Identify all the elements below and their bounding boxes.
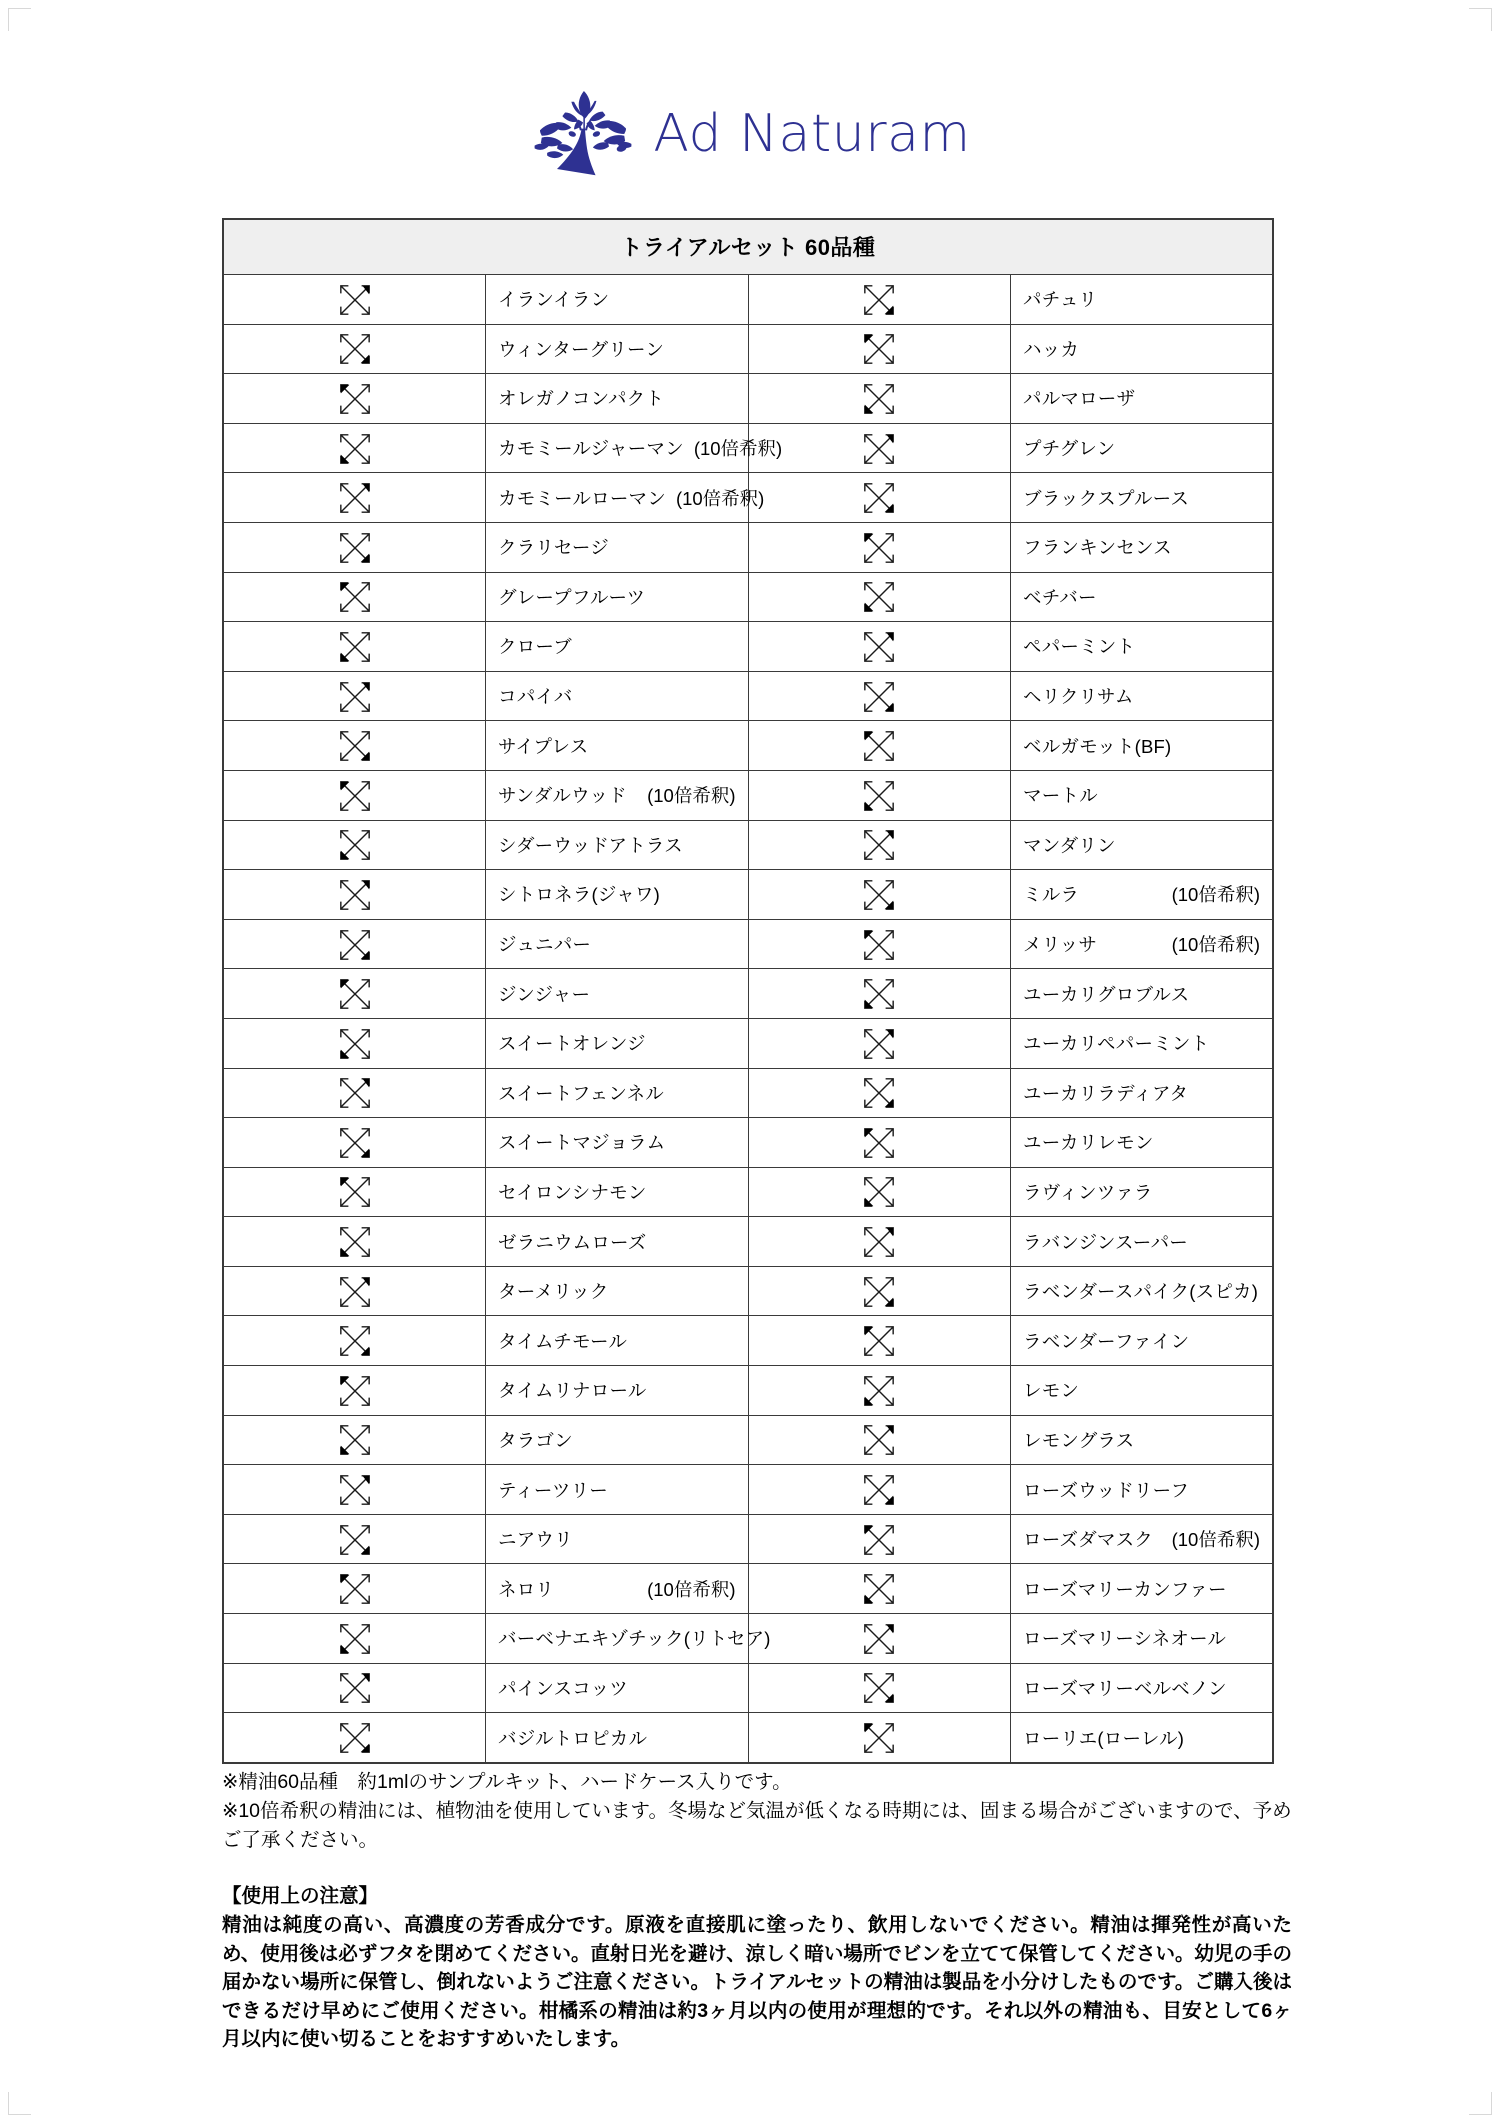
broken-image-icon bbox=[748, 622, 1011, 672]
item-cell bbox=[1011, 275, 1274, 325]
table-row bbox=[223, 1663, 1273, 1713]
broken-image-icon bbox=[748, 870, 1011, 920]
item-cell bbox=[486, 870, 749, 920]
broken-image-icon bbox=[223, 374, 486, 424]
item-cell bbox=[486, 275, 749, 325]
caution-heading: 【使用上の注意】 bbox=[222, 1885, 379, 1907]
item-name: ローリエ(ローレル) bbox=[1023, 1727, 1185, 1749]
item-cell bbox=[1011, 1514, 1274, 1564]
item-cell bbox=[486, 1167, 749, 1217]
item-name: ユーカリペパーミント bbox=[1023, 1033, 1210, 1055]
item-cell bbox=[486, 1663, 749, 1713]
product-sheet bbox=[222, 218, 1274, 1764]
item-cell bbox=[486, 1415, 749, 1465]
item-dilution-note: (10倍希釈) bbox=[1171, 1529, 1260, 1551]
crop-mark-bottom-right bbox=[1469, 2092, 1492, 2115]
broken-image-icon bbox=[748, 969, 1011, 1019]
broken-image-icon bbox=[748, 1266, 1011, 1316]
table-row bbox=[223, 522, 1273, 572]
item-cell bbox=[486, 919, 749, 969]
broken-image-icon bbox=[223, 1316, 486, 1366]
item-cell bbox=[486, 1614, 771, 1664]
broken-image-icon bbox=[223, 1465, 486, 1515]
item-name: タイムリナロール bbox=[498, 1380, 647, 1402]
table-row bbox=[223, 969, 1273, 1019]
item-dilution-note: (10倍希釈) bbox=[1171, 884, 1260, 906]
item-name: ジュニパー bbox=[498, 934, 592, 956]
item-cell bbox=[486, 522, 749, 572]
item-name: シトロネラ(ジャワ) bbox=[498, 884, 660, 906]
item-name: ネロリ bbox=[498, 1578, 555, 1600]
broken-image-icon bbox=[223, 324, 486, 374]
item-cell bbox=[1011, 969, 1274, 1019]
broken-image-icon bbox=[748, 374, 1011, 424]
item-dilution-note: (10倍希釈) bbox=[647, 1578, 736, 1600]
item-name: ローズマリーベルベノン bbox=[1023, 1677, 1227, 1699]
broken-image-icon bbox=[748, 721, 1011, 771]
item-cell bbox=[1011, 820, 1274, 870]
broken-image-icon bbox=[748, 324, 1011, 374]
item-cell bbox=[486, 1068, 749, 1118]
item-name: フランキンセンス bbox=[1023, 537, 1172, 559]
item-name: ベチバー bbox=[1023, 586, 1097, 608]
broken-image-icon bbox=[223, 1266, 486, 1316]
item-cell bbox=[1011, 870, 1274, 920]
broken-image-icon bbox=[223, 522, 486, 572]
brand-header bbox=[0, 82, 1500, 186]
table-row bbox=[223, 1614, 1273, 1664]
item-dilution-note: (10倍希釈) bbox=[675, 487, 765, 509]
broken-image-icon bbox=[748, 1217, 1011, 1267]
item-name: ローズマリーカンファー bbox=[1023, 1578, 1227, 1600]
broken-image-icon bbox=[748, 1564, 1011, 1614]
table-row bbox=[223, 721, 1273, 771]
broken-image-icon bbox=[223, 1614, 486, 1664]
item-cell bbox=[1011, 1266, 1274, 1316]
table-row bbox=[223, 1217, 1273, 1267]
item-name: パルマローザ bbox=[1023, 388, 1136, 410]
broken-image-icon bbox=[748, 1118, 1011, 1168]
item-cell bbox=[1011, 473, 1274, 523]
broken-image-icon bbox=[748, 1465, 1011, 1515]
item-name: ラヴィンツァラ bbox=[1023, 1181, 1153, 1203]
table-row bbox=[223, 1118, 1273, 1168]
item-name: ハッカ bbox=[1023, 338, 1080, 360]
item-name: ゼラニウムローズ bbox=[498, 1231, 647, 1253]
table-header-row bbox=[223, 219, 1273, 275]
table-row bbox=[223, 473, 1273, 523]
item-dilution-note: (10倍希釈) bbox=[693, 438, 783, 460]
item-cell bbox=[1011, 1118, 1274, 1168]
item-cell bbox=[1011, 721, 1274, 771]
table-row bbox=[223, 572, 1273, 622]
broken-image-icon bbox=[223, 572, 486, 622]
item-cell bbox=[486, 1366, 749, 1416]
broken-image-icon bbox=[223, 1713, 486, 1763]
item-cell bbox=[1011, 1068, 1274, 1118]
table-row bbox=[223, 1564, 1273, 1614]
item-cell bbox=[486, 1316, 749, 1366]
broken-image-icon bbox=[748, 423, 1011, 473]
broken-image-icon bbox=[748, 473, 1011, 523]
item-cell bbox=[486, 324, 749, 374]
item-name: ユーカリレモン bbox=[1023, 1132, 1154, 1154]
item-cell bbox=[486, 969, 749, 1019]
item-cell bbox=[486, 1217, 749, 1267]
item-name: サンダルウッド bbox=[498, 785, 627, 807]
item-cell bbox=[1011, 374, 1274, 424]
broken-image-icon bbox=[223, 919, 486, 969]
broken-image-icon bbox=[223, 969, 486, 1019]
item-cell bbox=[1011, 1217, 1274, 1267]
table-row bbox=[223, 1266, 1273, 1316]
table-row bbox=[223, 671, 1273, 721]
item-cell bbox=[486, 770, 749, 820]
item-name: バーベナエキゾチック(リトセア) bbox=[498, 1628, 771, 1650]
item-name: ウィンターグリーン bbox=[498, 338, 665, 360]
broken-image-icon bbox=[748, 1068, 1011, 1118]
item-name: シダーウッドアトラス bbox=[498, 834, 683, 856]
item-name: レモングラス bbox=[1023, 1429, 1135, 1451]
broken-image-icon bbox=[748, 820, 1011, 870]
broken-image-icon bbox=[748, 919, 1011, 969]
item-cell bbox=[1011, 1366, 1274, 1416]
item-name: ローズマリーシネオール bbox=[1023, 1628, 1227, 1650]
table-row bbox=[223, 1018, 1273, 1068]
item-cell bbox=[1011, 1415, 1274, 1465]
broken-image-icon bbox=[748, 1316, 1011, 1366]
caution-body: 精油は純度の高い、高濃度の芳香成分です。原液を直接肌に塗ったり、飲用しないでください。精油は揮発性が高いため、使用後は必ずフタを閉めてください。直射日光を避け、涼しく暗い場所でビンを立てて保管してください。幼児の手の届かない場所に保管し、倒れないようご注意ください。トライアルセットの精油は製品を小分けしたものです。ご購入後はできるだけ早めにご使用ください。柑橘系の精油は約3ヶ月以内の使用が理想的です。それ以外の精油も、目安として6ヶ月以内に使い切ることをおすすめいたします。 bbox=[222, 1914, 1292, 2051]
table-row bbox=[223, 275, 1273, 325]
item-cell bbox=[1011, 622, 1274, 672]
item-name: プチグレン bbox=[1023, 438, 1116, 460]
item-cell bbox=[1011, 1713, 1274, 1763]
item-cell bbox=[486, 721, 749, 771]
broken-image-icon bbox=[748, 522, 1011, 572]
broken-image-icon bbox=[223, 1118, 486, 1168]
item-name: イランイラン bbox=[498, 289, 610, 311]
tree-icon bbox=[529, 82, 637, 186]
broken-image-icon bbox=[223, 473, 486, 523]
item-name: ユーカリグロブルス bbox=[1023, 983, 1190, 1005]
item-cell bbox=[486, 671, 749, 721]
item-cell bbox=[486, 1713, 749, 1763]
broken-image-icon bbox=[748, 671, 1011, 721]
table-row bbox=[223, 919, 1273, 969]
broken-image-icon bbox=[748, 572, 1011, 622]
item-name: マンダリン bbox=[1023, 834, 1116, 856]
item-name: ターメリック bbox=[498, 1281, 609, 1303]
broken-image-icon bbox=[748, 1614, 1011, 1664]
item-cell bbox=[1011, 522, 1274, 572]
item-cell bbox=[486, 622, 749, 672]
item-cell bbox=[486, 820, 749, 870]
item-name: ローズウッドリーフ bbox=[1023, 1479, 1190, 1501]
table-row bbox=[223, 770, 1273, 820]
table-row bbox=[223, 1316, 1273, 1366]
broken-image-icon bbox=[223, 1663, 486, 1713]
table-row bbox=[223, 1415, 1273, 1465]
item-cell bbox=[1011, 1614, 1274, 1664]
broken-image-icon bbox=[748, 275, 1011, 325]
broken-image-icon bbox=[223, 721, 486, 771]
item-cell bbox=[1011, 919, 1274, 969]
broken-image-icon bbox=[748, 1713, 1011, 1763]
crop-mark-top-right bbox=[1469, 8, 1492, 31]
footnote-line-1: ※精油60品種 約1mlのサンプルキット、ハードケース入りです。 bbox=[222, 1771, 792, 1793]
table-row bbox=[223, 374, 1273, 424]
table-row bbox=[223, 423, 1273, 473]
table-row bbox=[223, 1167, 1273, 1217]
broken-image-icon bbox=[223, 1366, 486, 1416]
item-cell bbox=[486, 1118, 749, 1168]
table-row bbox=[223, 324, 1273, 374]
item-cell bbox=[1011, 770, 1274, 820]
broken-image-icon bbox=[748, 1167, 1011, 1217]
item-dilution-note: (10倍希釈) bbox=[647, 785, 736, 807]
item-name: ローズダマスク bbox=[1023, 1529, 1153, 1551]
broken-image-icon bbox=[223, 870, 486, 920]
brand-wordmark: Ad Naturam bbox=[653, 104, 971, 164]
item-cell bbox=[486, 423, 783, 473]
item-name: レモン bbox=[1023, 1380, 1080, 1402]
item-name: マートル bbox=[1023, 785, 1098, 807]
broken-image-icon bbox=[748, 1663, 1011, 1713]
item-cell bbox=[486, 1018, 749, 1068]
footnotes bbox=[222, 1768, 1292, 1855]
item-cell bbox=[1011, 671, 1274, 721]
item-name: セイロンシナモン bbox=[498, 1181, 647, 1203]
item-name: スイートフェンネル bbox=[498, 1082, 664, 1104]
item-name: クラリセージ bbox=[498, 537, 609, 559]
broken-image-icon bbox=[748, 1366, 1011, 1416]
table-title: トライアルセット 60品種 bbox=[223, 219, 1273, 275]
broken-image-icon bbox=[223, 770, 486, 820]
item-name: メリッサ bbox=[1023, 934, 1098, 956]
item-name: ミルラ bbox=[1023, 884, 1080, 906]
item-name: パインスコッツ bbox=[498, 1677, 628, 1699]
caution-block bbox=[222, 1882, 1292, 2054]
item-name: ベルガモット(BF) bbox=[1023, 735, 1172, 757]
broken-image-icon bbox=[223, 1564, 486, 1614]
item-name: カモミールジャーマン bbox=[498, 438, 684, 460]
broken-image-icon bbox=[223, 1018, 486, 1068]
item-name: コパイバ bbox=[498, 686, 573, 708]
item-cell bbox=[486, 374, 749, 424]
item-cell bbox=[1011, 1316, 1274, 1366]
item-name: オレガノコンパクト bbox=[498, 388, 665, 410]
item-name: サイプレス bbox=[498, 735, 589, 757]
table-row bbox=[223, 1713, 1273, 1763]
item-name: パチュリ bbox=[1023, 289, 1098, 311]
trial-set-table bbox=[222, 218, 1274, 1764]
item-name: ラベンダースパイク(スピカ) bbox=[1023, 1281, 1259, 1303]
item-name: クローブ bbox=[498, 636, 572, 658]
broken-image-icon bbox=[223, 1167, 486, 1217]
item-cell bbox=[1011, 572, 1274, 622]
item-name: タラゴン bbox=[498, 1429, 573, 1451]
table-row bbox=[223, 1068, 1273, 1118]
item-cell bbox=[486, 1465, 749, 1515]
broken-image-icon bbox=[223, 423, 486, 473]
broken-image-icon bbox=[223, 275, 486, 325]
item-cell bbox=[1011, 1564, 1274, 1614]
footnote-line-2: ※10倍希釈の精油には、植物油を使用しています。冬場など気温が低くなる時期には、固まる場合がございますので、予めご了承ください。 bbox=[222, 1799, 1292, 1851]
item-name: ジンジャー bbox=[498, 983, 591, 1005]
item-name: スイートマジョラム bbox=[498, 1132, 666, 1154]
table-row bbox=[223, 1366, 1273, 1416]
item-name: ユーカリラディアタ bbox=[1023, 1082, 1189, 1104]
crop-mark-top-left bbox=[8, 8, 31, 31]
item-name: スイートオレンジ bbox=[498, 1033, 646, 1055]
broken-image-icon bbox=[223, 820, 486, 870]
item-cell bbox=[1011, 1465, 1274, 1515]
table-body bbox=[223, 275, 1273, 1763]
item-cell bbox=[486, 1564, 749, 1614]
item-cell bbox=[1011, 324, 1274, 374]
item-name: グレープフルーツ bbox=[498, 586, 646, 608]
item-name: ラバンジンスーパー bbox=[1023, 1231, 1188, 1253]
broken-image-icon bbox=[223, 1068, 486, 1118]
item-name: ブラックスプルース bbox=[1023, 487, 1190, 509]
crop-mark-bottom-left bbox=[8, 2092, 31, 2115]
broken-image-icon bbox=[748, 1415, 1011, 1465]
item-cell bbox=[486, 473, 765, 523]
broken-image-icon bbox=[223, 1217, 486, 1267]
item-name: ニアウリ bbox=[498, 1529, 573, 1551]
item-cell bbox=[1011, 1167, 1274, 1217]
table-row bbox=[223, 1465, 1273, 1515]
broken-image-icon bbox=[223, 1514, 486, 1564]
item-cell bbox=[486, 1266, 749, 1316]
item-cell bbox=[486, 1514, 749, 1564]
broken-image-icon bbox=[748, 770, 1011, 820]
item-name: タイムチモール bbox=[498, 1330, 628, 1352]
item-cell bbox=[1011, 423, 1274, 473]
broken-image-icon bbox=[223, 1415, 486, 1465]
item-name: バジルトロピカル bbox=[498, 1727, 648, 1749]
table-row bbox=[223, 820, 1273, 870]
item-dilution-note: (10倍希釈) bbox=[1171, 934, 1260, 956]
item-cell bbox=[486, 572, 749, 622]
broken-image-icon bbox=[748, 1018, 1011, 1068]
table-row bbox=[223, 1514, 1273, 1564]
item-cell bbox=[1011, 1018, 1274, 1068]
item-name: ペパーミント bbox=[1023, 636, 1136, 658]
table-row bbox=[223, 622, 1273, 672]
item-cell bbox=[1011, 1663, 1274, 1713]
item-name: ラベンダーファイン bbox=[1023, 1330, 1190, 1352]
item-name: ヘリクリサム bbox=[1023, 686, 1134, 708]
item-name: カモミールローマン bbox=[498, 487, 666, 509]
table-row bbox=[223, 870, 1273, 920]
broken-image-icon bbox=[223, 671, 486, 721]
broken-image-icon bbox=[223, 622, 486, 672]
broken-image-icon bbox=[748, 1514, 1011, 1564]
item-name: ティーツリー bbox=[498, 1479, 608, 1501]
